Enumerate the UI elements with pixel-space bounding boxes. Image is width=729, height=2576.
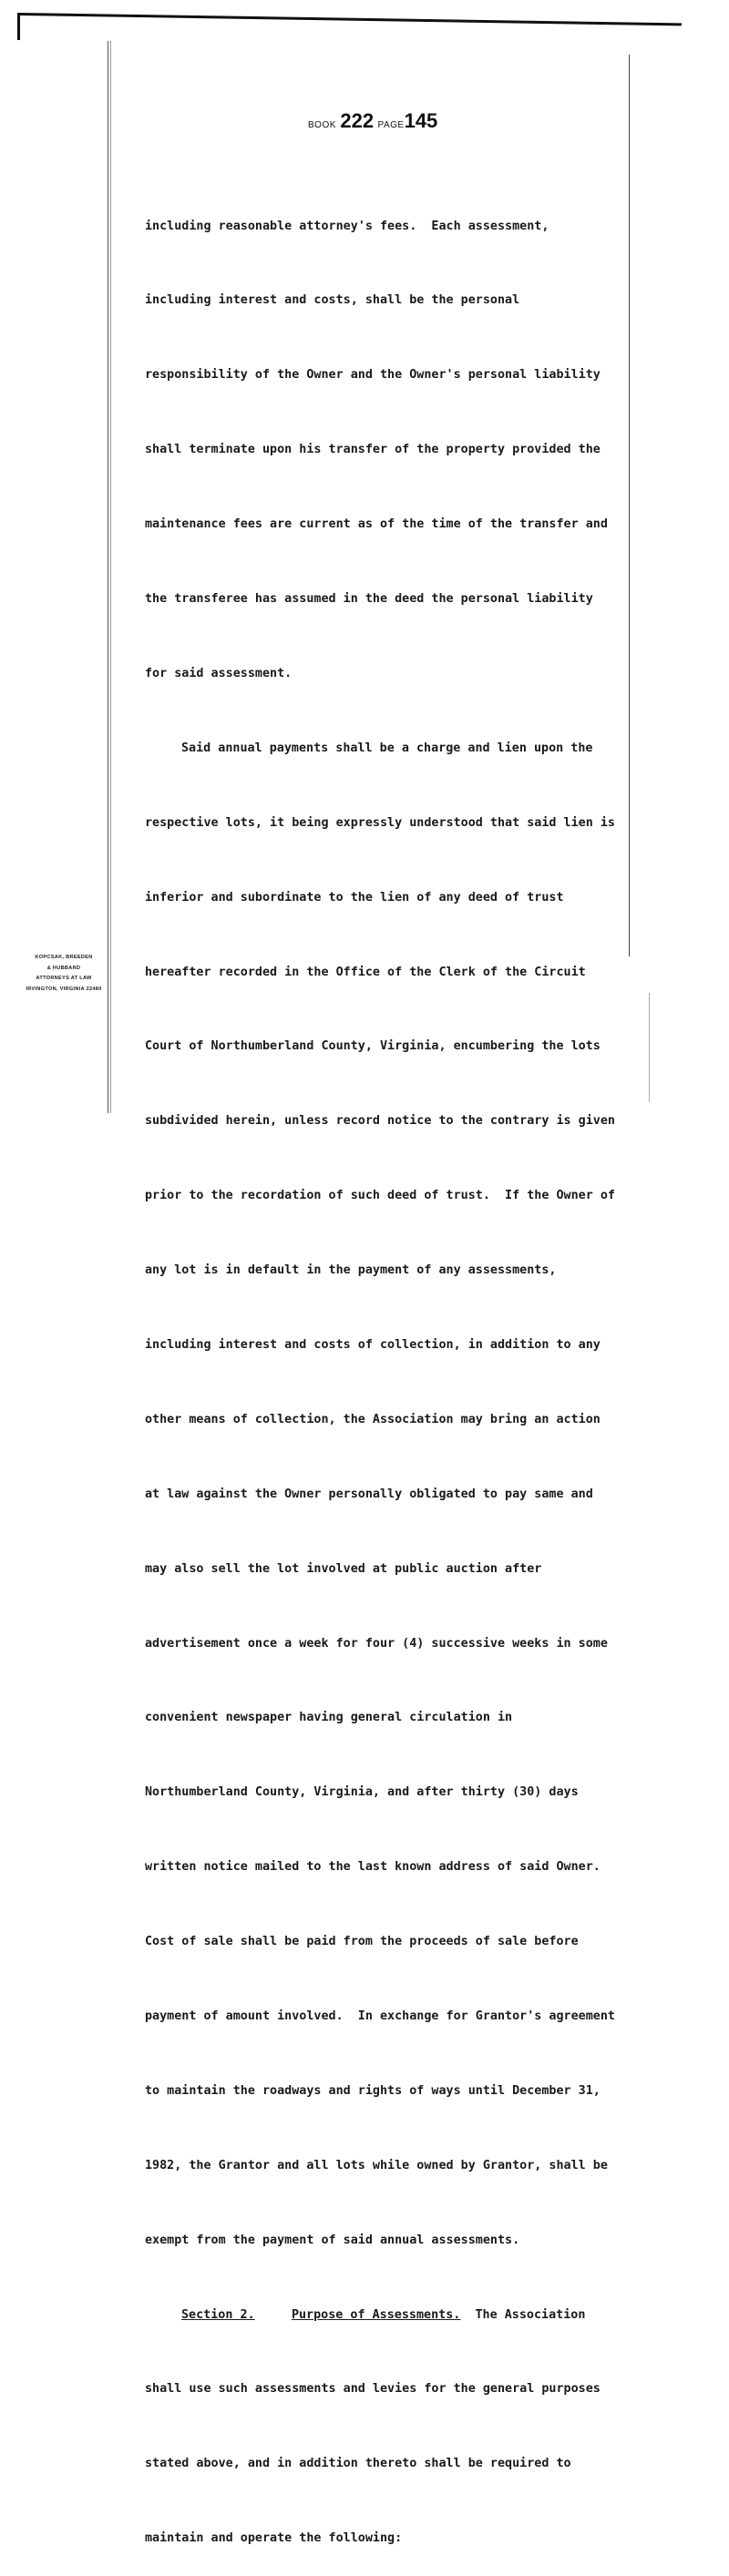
text-line: for said assessment.: [145, 666, 293, 680]
page-number: 145: [404, 109, 438, 132]
text-line: including interest and costs, shall be the personal: [145, 293, 520, 308]
text-line: maintenance fees are current as of the time of the transfer and: [145, 517, 608, 532]
text-line: written notice mailed to the last known address of said Owner.: [145, 1860, 601, 1875]
section-heading: Purpose of Assessments.: [291, 2307, 461, 2322]
text-line: shall use such assessments and levies for the general purposes: [145, 2382, 601, 2397]
book-number: 222: [340, 109, 375, 132]
text-line: hereafter recorded in the Office of the Clerk of the Circuit: [145, 965, 586, 979]
text-line: including interest and costs of collection, in addition to any: [145, 1337, 601, 1352]
text-line: Cost of sale shall be paid from the proceeds of sale before: [145, 1935, 579, 1949]
text-line: other means of collection, the Association may bring an action: [145, 1412, 601, 1426]
book-label: BOOK: [308, 120, 336, 130]
text-line: including reasonable attorney's fees. Each assessment,: [145, 219, 549, 233]
text-line: responsibility of the Owner and the Owner's personal liability: [145, 368, 601, 383]
text-line: may also sell the lot involved at public auction after: [145, 1561, 542, 1576]
section-heading-line: [145, 2303, 637, 2327]
text-line: respective lots, it being expressly understood that said lien is: [145, 815, 615, 830]
document-body: [145, 164, 637, 2576]
firm-title-line: ATTORNEYS AT LAW: [36, 976, 92, 981]
text-line: payment of amount involved. In exchange for Grantor's agreement: [145, 2009, 615, 2023]
text-line: Court of Northumberland County, Virginia, encumbering the lots: [145, 1039, 601, 1054]
page-label: PAGE: [377, 120, 405, 130]
firm-name-line: KOPCSAK, BREEDEN: [35, 955, 93, 960]
text-line: Northumberland County, Virginia, and after thirty (30) days: [145, 1785, 579, 1800]
text-line: at law against the Owner personally obligated to pay same and: [145, 1487, 593, 1501]
text-line: maintain and operate the following:: [145, 2531, 403, 2546]
top-border-rule: [20, 13, 682, 26]
text-line: convenient newspaper having general circulation in: [145, 1711, 513, 1725]
book-page-header: [308, 109, 437, 133]
corner-mark: [17, 13, 20, 40]
firm-address-line: IRVINGTON, VIRGINIA 22480: [26, 986, 102, 992]
firm-name-line: & HUBBARD: [46, 965, 81, 971]
text-line: 1982, the Grantor and all lots while owned by Grantor, shall be: [145, 2158, 608, 2172]
section-label: Section 2.: [181, 2307, 255, 2322]
left-margin-line-inner: [110, 41, 111, 1113]
text-line: stated above, and in addition thereto shall be required to: [145, 2457, 571, 2471]
law-firm-stamp: [18, 953, 109, 995]
text-line: exempt from the payment of said annual assessments.: [145, 2233, 520, 2247]
section-heading-rest: The Association: [475, 2307, 586, 2322]
text-line: inferior and subordinate to the lien of any deed of trust: [145, 890, 564, 905]
text-line: advertisement once a week for four (4) successive weeks in some: [145, 1636, 608, 1651]
text-line: prior to the recordation of such deed of trust. If the Owner of: [145, 1189, 615, 1203]
text-line: any lot is in default in the payment of any assessments,: [145, 1263, 557, 1278]
right-margin-mark: [649, 993, 650, 1102]
text-line: to maintain the roadways and rights of ways until December 31,: [145, 2083, 601, 2098]
paragraph-start-line: Said annual payments shall be a charge and lien upon the: [181, 741, 593, 755]
text-line: the transferee has assumed in the deed the personal liability: [145, 592, 593, 607]
text-line: subdivided herein, unless record notice to the contrary is given: [145, 1114, 615, 1129]
text-line: shall terminate upon his transfer of the property provided the: [145, 443, 601, 457]
